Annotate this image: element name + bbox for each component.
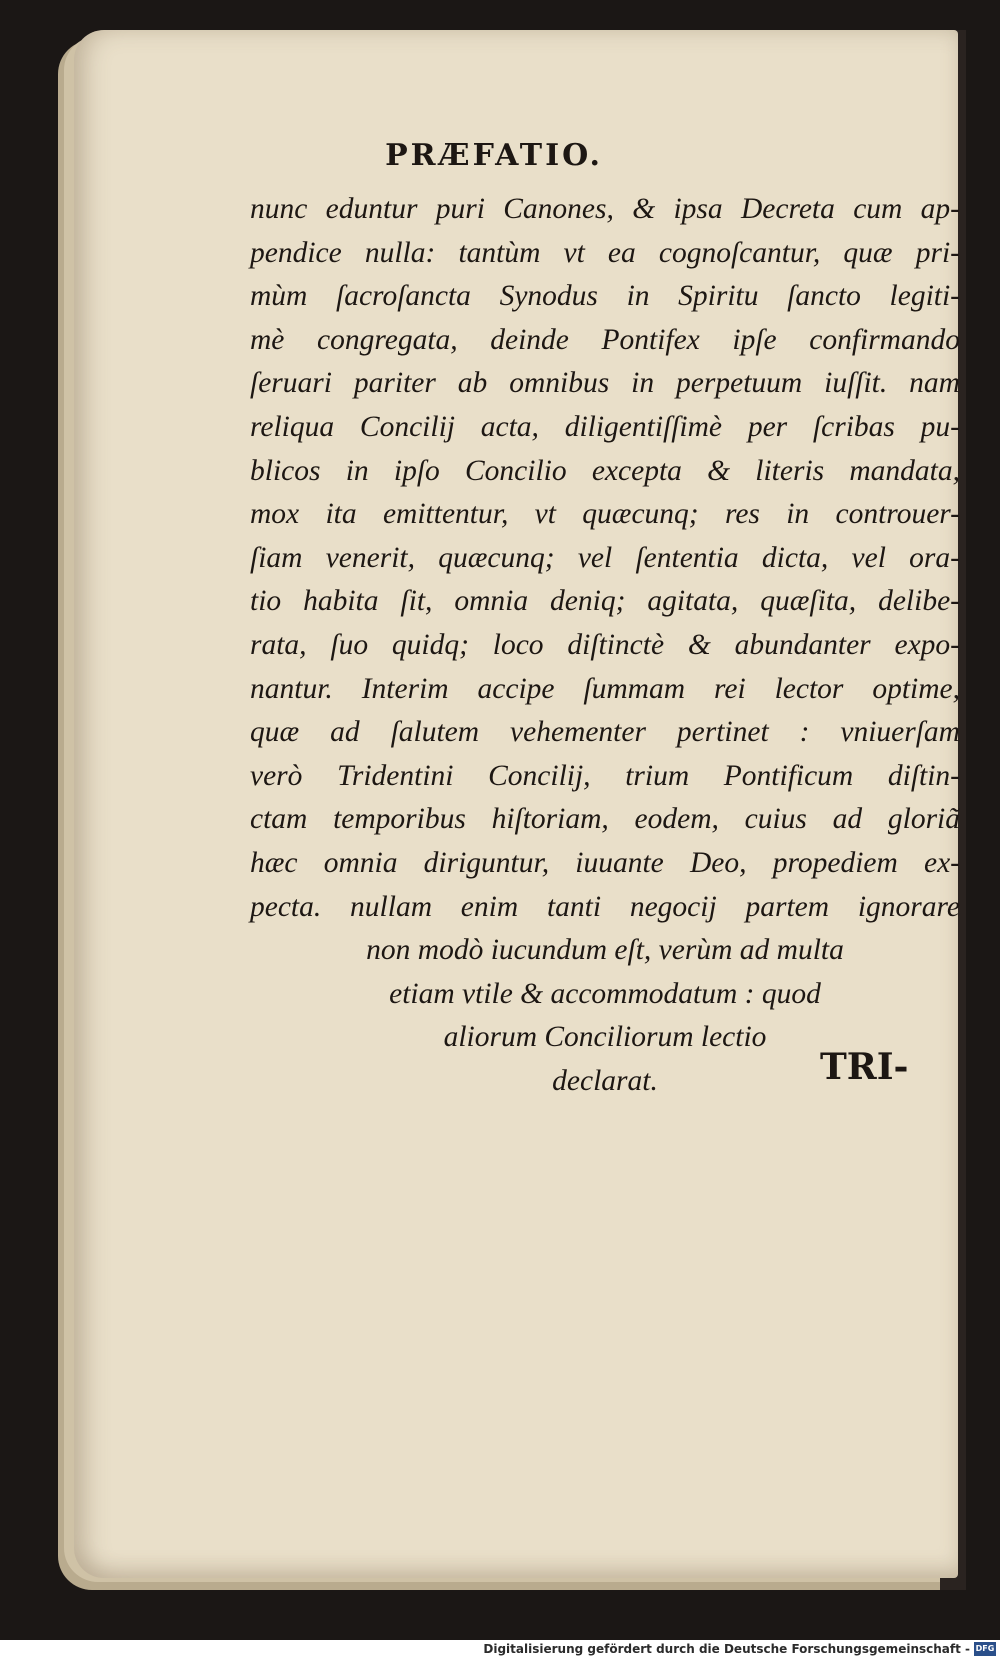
- text-line: tio habita ſit, omnia deniq; agitata, quæſita, delibe-: [250, 585, 960, 618]
- text-line: verò Tridentini Concilij, trium Pontificum diſtin-: [250, 759, 960, 792]
- text-line: aliorum Conciliorum lectio: [443, 1021, 767, 1054]
- dfg-logo: DFG: [974, 1642, 996, 1656]
- text-line: nantur. Interim accipe ſummam rei lector optime,: [250, 672, 960, 705]
- text-line: pecta. nullam enim tanti negocij partem ignorare: [250, 890, 960, 923]
- text-line: mùm ſacroſancta Synodus in Spiritu ſancto legiti-: [250, 280, 960, 313]
- funding-note: Digitalisierung gefördert durch die Deutsche Forschungsgemeinschaft -: [483, 1642, 970, 1656]
- text-line: declarat.: [552, 1064, 658, 1097]
- text-line: ſeruari pariter ab omnibus in perpetuum iuſſit. nam: [250, 367, 960, 400]
- text-line: quæ ad ſalutem vehementer pertinet : vniuerſam: [250, 716, 960, 749]
- text-line: non modò iucundum eſt, verùm ad multa: [366, 934, 844, 967]
- text-line: mè congregata, deinde Pontifex ipſe confirmando: [250, 323, 960, 356]
- running-head: PRÆFATIO.: [385, 138, 603, 173]
- text-line: hæc omnia diriguntur, iuuante Deo, propediem ex-: [250, 846, 960, 879]
- text-line: rata, ſuo quidq; loco diſtinctè & abundanter expo-: [250, 628, 960, 661]
- text-line: ctam temporibus hiſtoriam, eodem, cuius ad gloriã: [250, 803, 960, 836]
- text-line: ſiam venerit, quæcunq; vel ſententia dicta, vel ora-: [250, 541, 960, 574]
- text-line: mox ita emittentur, vt quæcunq; res in controuer-: [250, 498, 960, 531]
- text-line: reliqua Concilij acta, diligentiſſimè per ſcribas pu-: [250, 410, 960, 443]
- text-line: blicos in ipſo Concilio excepta & literis mandata,: [250, 454, 960, 487]
- text-line: pendice nulla: tantùm vt ea cognoſcantur, quæ pri-: [250, 236, 960, 269]
- body-text: [250, 188, 960, 1103]
- text-line: nunc eduntur puri Canones, & ipsa Decreta cum ap-: [250, 193, 960, 225]
- catchword: TRI-: [820, 1046, 909, 1088]
- text-line: etiam vtile & accommodatum : quod: [389, 977, 821, 1010]
